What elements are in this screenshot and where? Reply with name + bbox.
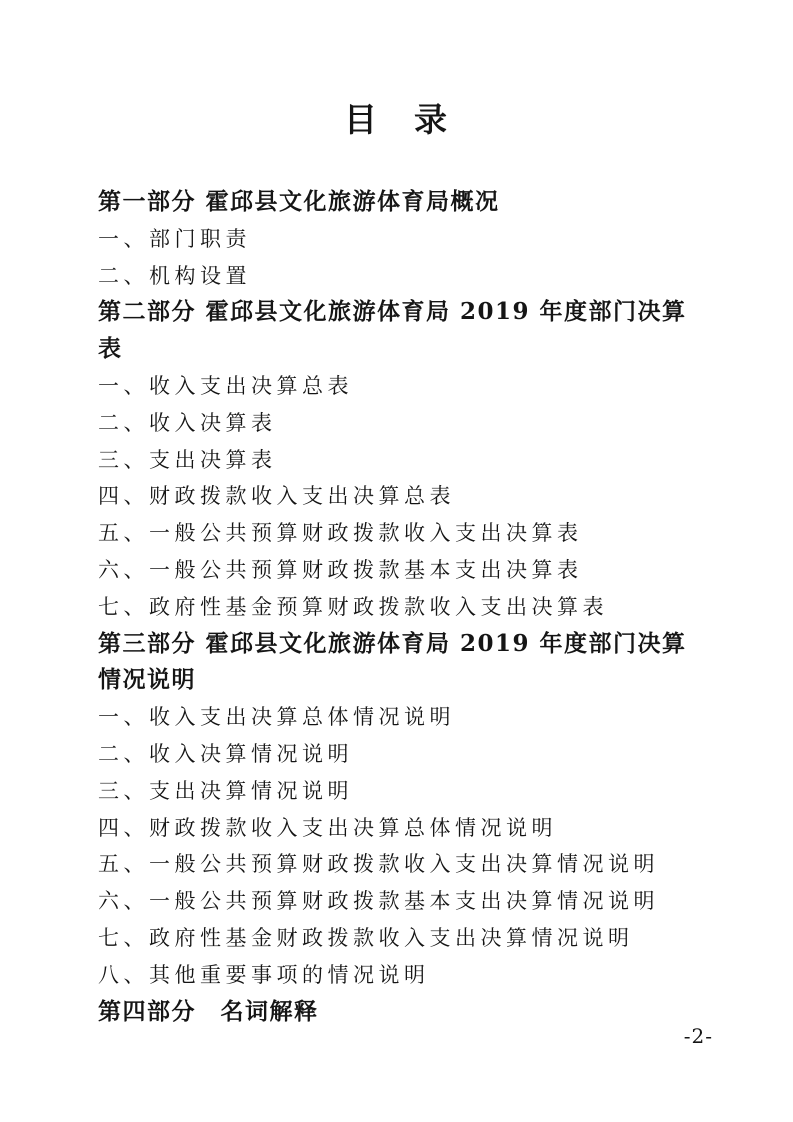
toc-item: 三、支出决算情况说明 — [98, 778, 353, 803]
toc-item: 二、收入决算表 — [98, 410, 277, 435]
page-title: 目 录 — [344, 100, 449, 139]
toc-item: 七、政府性基金预算财政拨款收入支出决算表 — [98, 594, 608, 619]
toc-item: 六、一般公共预算财政拨款基本支出决算表 — [98, 557, 583, 582]
toc-section-heading: 第四部分 名词解释 — [98, 997, 319, 1025]
toc-section-heading: 第三部分 霍邱县文化旅游体育局 2019 年度部门决算情况说明 — [98, 629, 687, 694]
toc-item: 八、其他重要事项的情况说明 — [98, 962, 430, 987]
toc-item: 五、一般公共预算财政拨款收入支出决算情况说明 — [98, 852, 659, 877]
toc-item: 五、一般公共预算财政拨款收入支出决算表 — [98, 521, 583, 546]
toc-item: 四、财政拨款收入支出决算总体情况说明 — [98, 815, 557, 840]
toc-item: 一、部门职责 — [98, 226, 251, 251]
toc-section-3 — [98, 626, 698, 994]
toc-item: 六、一般公共预算财政拨款基本支出决算情况说明 — [98, 889, 659, 914]
toc-section-2 — [98, 294, 698, 625]
toc-item: 二、机构设置 — [98, 263, 251, 288]
toc-item: 七、政府性基金财政拨款收入支出决算情况说明 — [98, 925, 634, 950]
toc-item: 一、收入支出决算总表 — [98, 373, 353, 398]
toc-item: 三、支出决算表 — [98, 447, 277, 472]
toc-section-4 — [98, 994, 698, 1031]
toc-section-heading: 第一部分 霍邱县文化旅游体育局概况 — [98, 188, 500, 215]
toc-item: 四、财政拨款收入支出决算总表 — [98, 484, 455, 509]
toc-section-heading: 第二部分 霍邱县文化旅游体育局 2019 年度部门决算表 — [98, 298, 687, 363]
table-of-contents — [98, 184, 698, 1030]
toc-item: 一、收入支出决算总体情况说明 — [98, 705, 455, 730]
toc-section-1 — [98, 184, 698, 294]
toc-item: 二、收入决算情况说明 — [98, 741, 353, 766]
page-number: -2- — [683, 1024, 713, 1048]
